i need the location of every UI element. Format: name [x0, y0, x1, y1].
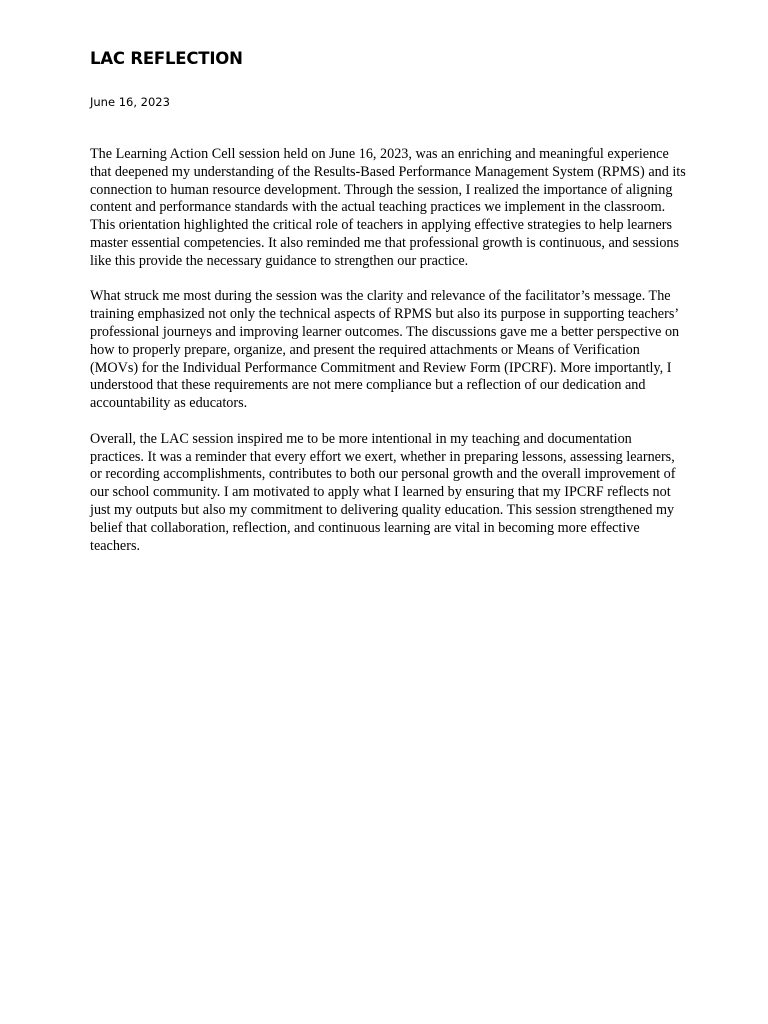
- body-paragraph-1: The Learning Action Cell session held on June 16, 2023, was an enriching and meaningful experience that deepened my understanding of the Results-Based Performance Management System (RPMS) and its connection to human resource development. Through the session, I realized the importance of aligning content and performance standards with the actual teaching practices we implement in the classroom. This orientation highlighted the critical role of teachers in applying effective strategies to help learners master essential competencies. It also reminded me that professional growth is continuous, and sessions like this provide the necessary guidance to strengthen our practice.: [90, 146, 686, 269]
- document-title: LAC REFLECTION: [90, 49, 243, 68]
- body-paragraph-2: What struck me most during the session was the clarity and relevance of the facilitator’s message. The training emphasized not only the technical aspects of RPMS but also its purpose in supporting teachers’ professional journeys and improving learner outcomes. The discussions gave me a better perspective on how to properly prepare, organize, and present the required attachments or Means of Verification (MOVs) for the Individual Performance Commitment and Review Form (IPCRF). More importantly, I understood that these requirements are not mere compliance but a reflection of our dedication and accountability as educators.: [90, 288, 680, 412]
- document-date: June 16, 2023: [90, 95, 170, 109]
- body-paragraph-3: Overall, the LAC session inspired me to be more intentional in my teaching and documentation practices. It was a reminder that every effort we exert, whether in preparing lessons, assessing learners, or recording accomplishments, contributes to both our personal growth and the overall improvement of our school community. I am motivated to apply what I learned by ensuring that my IPCRF reflects not just my outputs but also my commitment to delivering quality education. This session strengthened my belief that collaboration, reflection, and continuous learning are vital in becoming more effective teachers.: [90, 430, 676, 554]
- document-body: [90, 146, 686, 573]
